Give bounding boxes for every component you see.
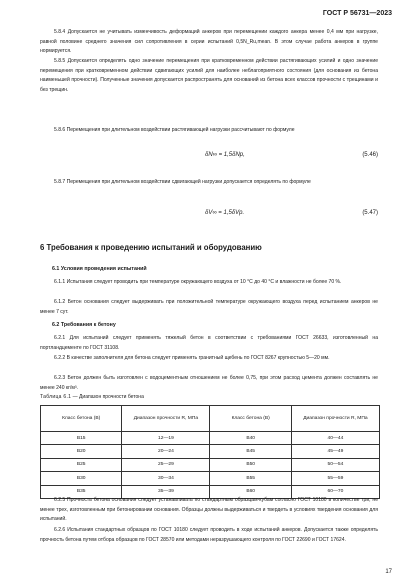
header-cell: Диапазон прочности R, МПа: [291, 406, 379, 432]
table-cell: 35—39: [122, 485, 210, 498]
table-cell: B45: [210, 445, 291, 458]
table-cell: 50—54: [291, 458, 379, 471]
paragraph-6-1-1: 6.1.1 Испытания следует проводить при температуре окружающего воздуха от 10 °С до 40 °С и влажности не более 70 %.: [54, 279, 342, 285]
header-cell: Класс бетона (B): [210, 406, 291, 432]
formula-number: (5.46): [362, 152, 378, 158]
table-cell: 12—19: [122, 432, 210, 445]
table-row: [41, 458, 380, 471]
paragraph-6-2-1: 6.2.1 Для испытаний следует применять тяжелый бетон в соответствии с требованиями ГОСТ 26633, изготовленный на портландцементе по ГОСТ 31108.: [40, 335, 378, 351]
header-cell: Диапазон прочности R, МПа: [122, 406, 210, 432]
header-cell: Класс бетона (B): [41, 406, 122, 432]
document-code: ГОСТ Р 56731—2023: [322, 10, 392, 17]
table-cell: 55—59: [291, 472, 379, 485]
paragraph-6-2-3: 6.2.3 Бетон должен быть изготовлен с водоцементным отношением не более 0,75, при этом расход цемента должен составлять не менее 240 кг/м³.: [40, 375, 378, 391]
table-header-row: [41, 406, 380, 432]
paragraph-5-8-7: 5.8.7 Перемещения при длительном воздействии сдвигающей нагрузки допускается определять по формуле: [54, 179, 311, 185]
table-cell: B25: [41, 458, 122, 471]
subsection-title-6-1: 6.1 Условия проведения испытаний: [52, 266, 147, 272]
section-title: 6 Требования к проведению испытаний и оборудованию: [40, 243, 262, 252]
paragraph-5-8-4: 5.8.4 Допускается не учитывать изменчивость деформаций анкеров при перемещении каждого анкера менее 0,4 мм при нагрузке, равной половине среднего значения сил сопротивления в серии испытаний 0,5N_Ru,mean. В этом случае работа анкеров в группе нормируется.: [40, 29, 378, 55]
table-caption-label: Таблица 6.1: [40, 394, 72, 400]
table-caption: [40, 394, 144, 400]
table-cell: B55: [210, 472, 291, 485]
formula-expression: δV∞ = 1,5δVp.: [205, 210, 245, 216]
concrete-strength-table: [40, 405, 380, 499]
paragraph-6-2-6: 6.2.6 Испытания стандартных образцов по ГОСТ 10180 следует проводить в ходе испытаний анкеров. Допускается также определять прочность бетона путем отбора образцов по ГОСТ 28570 или методами неразрушающего контроля по ГОСТ 22690 и ГОСТ 17624.: [40, 527, 378, 543]
paragraph-6-2-5: 6.2.5 Прочность бетона основания следует устанавливать по стандартным образцам-кубам согласно ГОСТ 10180 в количестве три, не менее трех, изготовленным при бетонировании основания. Образцы должны выдерживаться и твердеть в условиях твердения основания для испытаний.: [40, 497, 378, 523]
paragraph-5-8-6: 5.8.6 Перемещения при длительном воздействии растягивающей нагрузки рассчитывают по формуле: [54, 127, 295, 133]
paragraph-6-2-2: 6.2.2 В качестве заполнителя для бетона следует применять гранитный щебень по ГОСТ 8267 крупностью 5—20 мм.: [54, 355, 330, 361]
table-cell: B50: [210, 458, 291, 471]
table-cell: B30: [41, 472, 122, 485]
paragraph-6-1-2: 6.1.2 Бетон основания следует выдерживать при положительной температуре окружающего воздуха перед испытанием анкеров не менее 7 сут.: [40, 299, 378, 315]
table-cell: 40—44: [291, 432, 379, 445]
formula-number: (5.47): [362, 210, 378, 216]
table-cell: 45—49: [291, 445, 379, 458]
table-row: [41, 445, 380, 458]
table-row: [41, 472, 380, 485]
table-cell: B35: [41, 485, 122, 498]
table-cell: B20: [41, 445, 122, 458]
table-caption-text: — Диапазон прочности бетона: [72, 394, 144, 400]
table-cell: B60: [210, 485, 291, 498]
page-number: 17: [385, 569, 392, 575]
table-row: [41, 432, 380, 445]
table-cell: 20—24: [122, 445, 210, 458]
table-cell: B40: [210, 432, 291, 445]
subsection-title-6-2: 6.2 Требования к бетону: [52, 322, 116, 328]
paragraph-5-8-5: 5.8.5 Допускается определять одно значение перемещения при кратковременном действии растягивающих усилий и одно значение перемещения при кратковременном действии сдвигающих усилий для наиболее неблагоприятного состояния (для основания из бетона наименьшей прочности). Полученные значения допускается распространять для оснований из бетона всех классов прочности с трещинами и без трещин.: [40, 58, 378, 93]
formula-expression: δN∞ = 1,5δNp,: [205, 152, 245, 158]
table-cell: 60—70: [291, 485, 379, 498]
table-cell: 25—29: [122, 458, 210, 471]
formula-5-47: [40, 210, 378, 220]
formula-5-46: [40, 152, 378, 162]
table-cell: B15: [41, 432, 122, 445]
table-cell: 30—34: [122, 472, 210, 485]
